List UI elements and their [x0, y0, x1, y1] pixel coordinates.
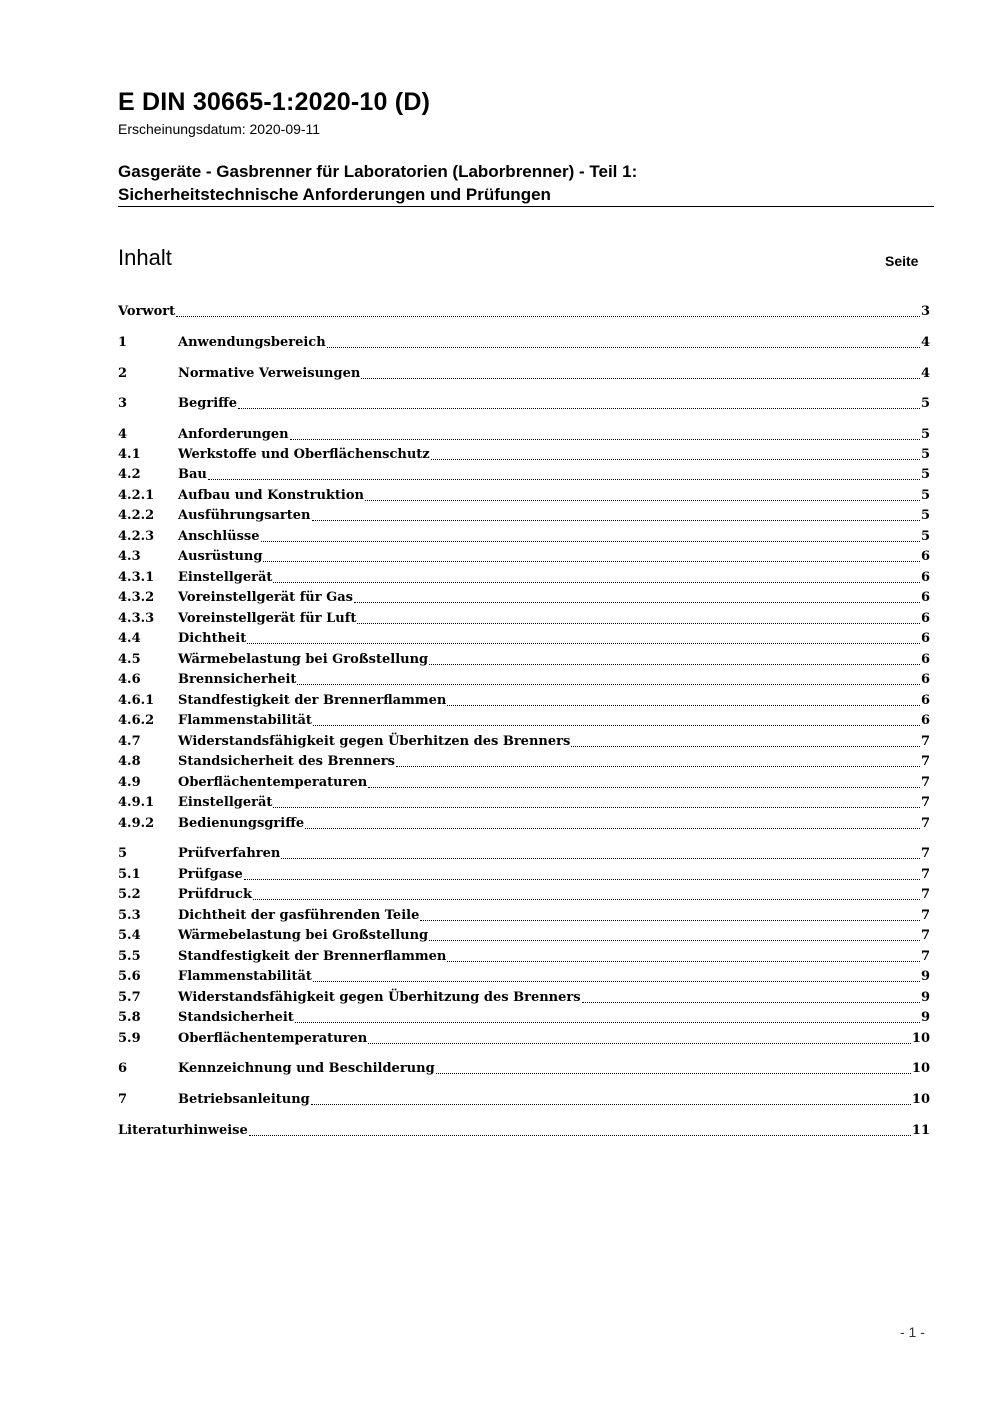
toc-entry[interactable] [118, 506, 930, 526]
toc-entry[interactable] [118, 711, 930, 731]
toc-dot-leader [312, 506, 920, 526]
document-id: E DIN 30665-1:2020-10 (D) [118, 88, 431, 116]
publication-date: Erscheinungsdatum: 2020-09-11 [118, 121, 321, 137]
toc-entry-page: 4 [920, 335, 930, 350]
toc-entry-number: 5.5 [118, 949, 141, 964]
toc-dot-leader [249, 1121, 911, 1141]
toc-entry[interactable] [118, 629, 930, 649]
toc-entry-page: 9 [920, 969, 930, 984]
toc-entry-page: 7 [920, 734, 930, 749]
toc-entry[interactable] [118, 568, 930, 588]
toc-entry-title: Widerstandsfähigkeit gegen Überhitzen des Brenners [178, 734, 571, 749]
toc-entry-number: 4.9.2 [118, 816, 155, 831]
toc-entry[interactable] [118, 844, 930, 864]
toc-entry-page: 11 [911, 1123, 930, 1138]
toc-entry-page: 7 [920, 867, 930, 882]
toc-entry-page: 7 [920, 887, 930, 902]
toc-entry-title: Standsicherheit des Brenners [178, 754, 395, 769]
toc-entry[interactable] [118, 609, 930, 629]
toc-entry-page: 7 [920, 846, 930, 861]
toc-dot-leader [327, 333, 920, 353]
toc-entry[interactable] [118, 732, 930, 752]
toc-entry-number: 4.7 [118, 734, 141, 749]
toc-entry-number: 7 [118, 1092, 128, 1107]
toc-entry-number: 5.9 [118, 1031, 141, 1046]
toc-entry-number: 4.1 [118, 447, 141, 462]
toc-entry-number: 5.7 [118, 990, 141, 1005]
toc-entry-title: Vorwort [118, 304, 176, 319]
toc-dot-leader [311, 1090, 911, 1110]
toc-entry-title: Betriebsanleitung [178, 1092, 310, 1107]
toc-entry-page: 7 [920, 908, 930, 923]
toc-entry-number: 4.3 [118, 549, 141, 564]
toc-entry-page: 6 [920, 631, 930, 646]
toc-entry-title: Standsicherheit [178, 1010, 294, 1025]
toc-entry-page: 5 [920, 488, 930, 503]
toc-entry-title: Prüfdruck [178, 887, 252, 902]
toc-dot-leader [429, 926, 920, 946]
toc-dot-leader [420, 906, 920, 926]
toc-entry-title: Oberflächentemperaturen [178, 1031, 368, 1046]
toc-entry[interactable] [118, 547, 930, 567]
toc-dot-leader [295, 1008, 920, 1028]
toc-entry-number: 4.2 [118, 467, 141, 482]
toc-entry[interactable] [118, 394, 930, 414]
toc-entry[interactable] [118, 967, 930, 987]
toc-entry-title: Aufbau und Konstruktion [178, 488, 364, 503]
toc-entry-title: Werkstoffe und Oberflächenschutz [178, 447, 430, 462]
toc-entry-page: 6 [920, 693, 930, 708]
toc-entry-page: 9 [920, 1010, 930, 1025]
table-of-contents [118, 0, 930, 1403]
toc-entry-page: 7 [920, 754, 930, 769]
toc-dot-leader [429, 650, 920, 670]
toc-dot-leader [297, 670, 920, 690]
toc-dot-leader [290, 425, 920, 445]
toc-entry-page: 7 [920, 949, 930, 964]
toc-entry-title: Dichtheit [178, 631, 247, 646]
toc-entry-title: Brennsicherheit [178, 672, 297, 687]
toc-entry[interactable] [118, 773, 930, 793]
toc-entry-title: Wärmebelastung bei Großstellung [178, 928, 429, 943]
toc-entry-number: 4.6.2 [118, 713, 155, 728]
toc-entry-number: 4.3.3 [118, 611, 155, 626]
toc-entry-page: 4 [920, 366, 930, 381]
toc-dot-leader [571, 732, 920, 752]
toc-entry[interactable] [118, 486, 930, 506]
toc-dot-leader [263, 547, 919, 567]
toc-entry-title: Anschlüsse [178, 529, 260, 544]
toc-entry[interactable] [118, 793, 930, 813]
toc-entry-page: 10 [911, 1092, 930, 1107]
toc-entry-number: 5.6 [118, 969, 141, 984]
toc-entry[interactable] [118, 947, 930, 967]
toc-entry[interactable] [118, 814, 930, 834]
toc-entry-title: Voreinstellgerät für Gas [178, 590, 353, 605]
toc-entry-title: Einstellgerät [178, 795, 273, 810]
toc-entry-title: Voreinstellgerät für Luft [178, 611, 357, 626]
toc-entry-page: 6 [920, 652, 930, 667]
toc-entry-page: 6 [920, 590, 930, 605]
toc-entry-number: 5.1 [118, 867, 141, 882]
toc-dot-leader [273, 793, 920, 813]
toc-entry-number: 4.8 [118, 754, 141, 769]
toc-entry-number: 5.2 [118, 887, 141, 902]
toc-entry-number: 3 [118, 396, 128, 411]
toc-entry[interactable] [118, 926, 930, 946]
toc-entry-page: 6 [920, 570, 930, 585]
toc-entry[interactable] [118, 1090, 930, 1110]
toc-dot-leader [238, 394, 920, 414]
toc-entry-title: Prüfgase [178, 867, 243, 882]
toc-entry-number: 4.4 [118, 631, 141, 646]
toc-entry[interactable] [118, 333, 930, 353]
toc-dot-leader [436, 1059, 911, 1079]
toc-entry-page: 5 [920, 427, 930, 442]
toc-entry[interactable] [118, 465, 930, 485]
toc-dot-leader [208, 465, 920, 485]
toc-entry-number: 4.5 [118, 652, 141, 667]
toc-entry-title: Literaturhinweise [118, 1123, 248, 1138]
toc-entry-title: Prüfverfahren [178, 846, 281, 861]
toc-entry-title: Kennzeichnung und Beschilderung [178, 1061, 435, 1076]
toc-entry-page: 5 [920, 447, 930, 462]
toc-entry-title: Anforderungen [178, 427, 289, 442]
toc-entry-number: 5.4 [118, 928, 141, 943]
toc-dot-leader [582, 988, 920, 1008]
toc-dot-leader [368, 1029, 911, 1049]
toc-dot-leader [247, 629, 920, 649]
toc-entry[interactable] [118, 1008, 930, 1028]
toc-entry-page: 6 [920, 713, 930, 728]
toc-entry-number: 4.2.3 [118, 529, 155, 544]
toc-entry[interactable] [118, 691, 930, 711]
toc-entry-number: 4.2.1 [118, 488, 155, 503]
toc-dot-leader [368, 773, 920, 793]
toc-entry[interactable] [118, 1029, 930, 1049]
toc-entry-title: Oberflächentemperaturen [178, 775, 368, 790]
toc-entry-title: Standfestigkeit der Brennerflammen [178, 693, 447, 708]
toc-entry[interactable] [118, 1121, 930, 1141]
toc-entry-page: 9 [920, 990, 930, 1005]
toc-page-column-label: Seite [885, 253, 919, 269]
toc-entry-title: Flammenstabilität [178, 713, 312, 728]
toc-entry-title: Ausrüstung [178, 549, 263, 564]
toc-entry-number: 2 [118, 366, 128, 381]
toc-entry-page: 7 [920, 775, 930, 790]
toc-entry[interactable] [118, 302, 930, 322]
toc-entry-page: 10 [911, 1061, 930, 1076]
toc-entry-number: 4.6.1 [118, 693, 155, 708]
document-title-line-1: Gasgeräte - Gasbrenner für Laboratorien (Laborbrenner) - Teil 1: [118, 162, 638, 181]
toc-heading: Inhalt [118, 245, 172, 270]
toc-entry[interactable] [118, 364, 930, 384]
toc-entry-title: Anwendungsbereich [178, 335, 326, 350]
toc-entry-number: 4 [118, 427, 128, 442]
toc-entry[interactable] [118, 885, 930, 905]
toc-dot-leader [313, 711, 920, 731]
toc-dot-leader [361, 364, 920, 384]
toc-entry-number: 5 [118, 846, 128, 861]
toc-dot-leader [431, 445, 920, 465]
toc-entry-title: Begriffe [178, 396, 238, 411]
toc-entry[interactable] [118, 865, 930, 885]
toc-entry-title: Widerstandsfähigkeit gegen Überhitzung des Brenners [178, 990, 581, 1005]
toc-entry-number: 6 [118, 1061, 128, 1076]
toc-entry[interactable] [118, 1059, 930, 1079]
toc-entry-number: 4.3.2 [118, 590, 155, 605]
toc-entry-page: 7 [920, 816, 930, 831]
toc-entry-page: 7 [920, 928, 930, 943]
toc-entry-number: 4.6 [118, 672, 141, 687]
toc-entry[interactable] [118, 988, 930, 1008]
toc-dot-leader [313, 967, 920, 987]
toc-entry-page: 10 [911, 1031, 930, 1046]
toc-entry-title: Normative Verweisungen [178, 366, 361, 381]
toc-entry-number: 5.8 [118, 1010, 141, 1025]
toc-dot-leader [305, 814, 920, 834]
toc-entry[interactable] [118, 670, 930, 690]
toc-dot-leader [261, 527, 920, 547]
toc-entry-title: Bau [178, 467, 207, 482]
toc-entry-title: Flammenstabilität [178, 969, 312, 984]
toc-dot-leader [281, 844, 920, 864]
toc-entry-title: Dichtheit der gasführenden Teile [178, 908, 420, 923]
toc-entry-number: 4.9.1 [118, 795, 155, 810]
toc-entry-page: 7 [920, 795, 930, 810]
toc-entry-page: 6 [920, 611, 930, 626]
toc-entry-number: 4.2.2 [118, 508, 155, 523]
toc-entry[interactable] [118, 906, 930, 926]
document-title-line-2: Sicherheitstechnische Anforderungen und Prüfungen [118, 185, 551, 204]
toc-dot-leader [253, 885, 920, 905]
toc-entry-number: 1 [118, 335, 128, 350]
toc-entry-title: Standfestigkeit der Brennerflammen [178, 949, 447, 964]
toc-entry-page: 5 [920, 396, 930, 411]
toc-entry-page: 3 [920, 304, 930, 319]
toc-dot-leader [357, 609, 920, 629]
toc-dot-leader [447, 947, 920, 967]
toc-entry[interactable] [118, 425, 930, 445]
toc-dot-leader [244, 865, 920, 885]
toc-dot-leader [396, 752, 920, 772]
toc-dot-leader [365, 486, 920, 506]
toc-entry-title: Ausführungsarten [178, 508, 311, 523]
page-number: - 1 - [900, 1324, 925, 1340]
toc-entry-title: Wärmebelastung bei Großstellung [178, 652, 429, 667]
toc-entry[interactable] [118, 588, 930, 608]
toc-entry[interactable] [118, 650, 930, 670]
toc-entry-title: Bedienungsgriffe [178, 816, 305, 831]
toc-dot-leader [354, 588, 920, 608]
toc-entry-number: 4.3.1 [118, 570, 155, 585]
toc-entry-page: 5 [920, 508, 930, 523]
toc-dot-leader [176, 302, 920, 322]
toc-entry-page: 5 [920, 467, 930, 482]
toc-entry-title: Einstellgerät [178, 570, 273, 585]
toc-entry-page: 6 [920, 672, 930, 687]
toc-entry-page: 5 [920, 529, 930, 544]
toc-entry-number: 5.3 [118, 908, 141, 923]
toc-dot-leader [273, 568, 920, 588]
toc-entry[interactable] [118, 752, 930, 772]
toc-entry-page: 6 [920, 549, 930, 564]
toc-entry[interactable] [118, 527, 930, 547]
toc-entry-number: 4.9 [118, 775, 141, 790]
toc-entry[interactable] [118, 445, 930, 465]
toc-dot-leader [447, 691, 920, 711]
